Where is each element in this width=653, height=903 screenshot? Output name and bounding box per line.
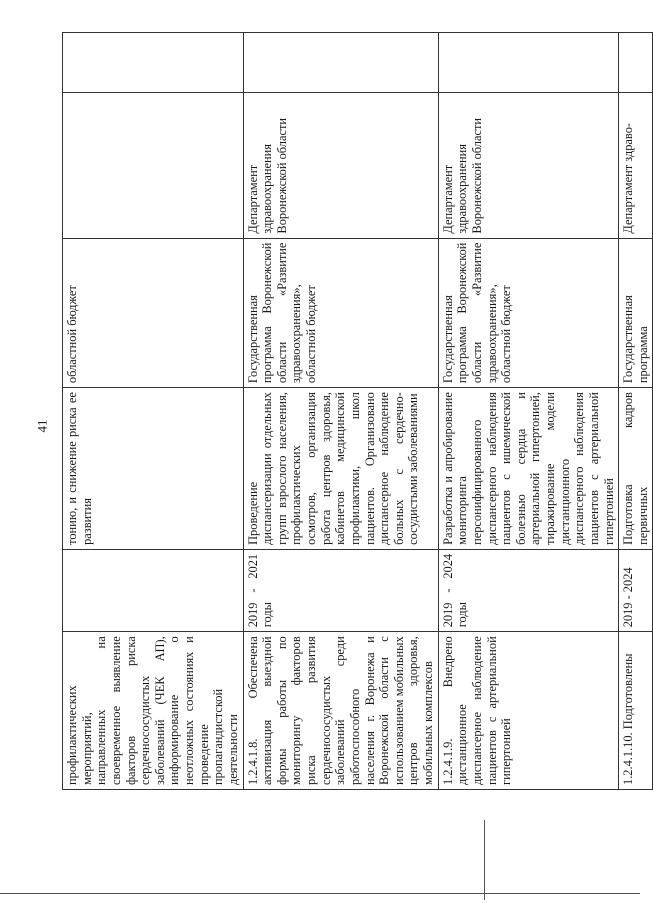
- measures-table: [62, 32, 653, 790]
- cell-empty: [243, 33, 438, 93]
- cell-source: областной бюджет: [63, 238, 244, 388]
- cell-measure: 1.2.4.1.10. Подготовлены: [619, 632, 653, 790]
- cell-executor: Департамент здравоохранения Воронежской области: [243, 93, 438, 238]
- cell-executor: Департамент здраво-: [619, 93, 653, 238]
- cell-description: Проведение диспансеризации отдельных групп взрослого населения, профилактических осмотров, организация работа центров здоровья, кабинетов медицинской профилактики, школ пациентов. Организовано диспансерное наблюдение больных с сердечно-сосудистыми заболеваниями: [243, 388, 438, 550]
- table-row: [619, 33, 653, 790]
- cell-empty: [63, 33, 244, 93]
- cell-period: 2019 - 2021 годы: [243, 549, 438, 631]
- table-row: [438, 33, 619, 790]
- cell-measure: 1.2.4.1.8. Обеспечена активизация выездной формы работы по мониторингу факторов риска развития сердечнососудистых заболеваний среди работоспособного населения г. Воронежа и Воронежской области с использованием мобильных центров здоровья, мобильных комплексов: [243, 632, 438, 790]
- cell-period: 2019 - 2024 годы: [438, 549, 619, 631]
- cell-source: Государственная программа Воронежской области «Развитие здравоохранения», областной бюджет: [438, 238, 619, 388]
- cell-description: Разработка и апробирование мониторинга персонифицированного диспансерного наблюдения пациентов с ишемической болезнью сердца и артериальной гипертонией, тиражирование модели дистанционного диспансерного наблюдения пациентов с артериальной гипертонией: [438, 388, 619, 550]
- cell-empty: [619, 33, 653, 93]
- cell-empty: [438, 33, 619, 93]
- cell-measure: профилактических мероприятий, направленных на своевременное выявление факторов риска сердечнососудистых заболеваний (ЧЕК АП), информирование о неотложных состояниях и проведение пропагандистской деятельности: [63, 632, 244, 790]
- cell-source: Государственная программа Воронежской области «Развитие здравоохранения», областной бюджет: [243, 238, 438, 388]
- rotated-table-wrapper: [62, 32, 650, 790]
- table-row: [63, 33, 244, 790]
- margin-rule-vertical: [484, 820, 485, 900]
- margin-rule-horizontal: [0, 893, 640, 894]
- cell-description: Подготовка кадров первичных: [619, 388, 653, 550]
- rotated-table-frame: [62, 32, 650, 790]
- cell-source: Государственная программа: [619, 238, 653, 388]
- cell-description: тонию, и снижение риска ее развития: [63, 388, 244, 550]
- cell-period: 2019 - 2024: [619, 549, 653, 631]
- cell-executor: Департамент здравоохранения Воронежской области: [438, 93, 619, 238]
- table-row: [243, 33, 438, 790]
- cell-measure: 1.2.4.1.9. Внедрено дистанционное диспансерное наблюдение пациентов с артериальной гипертонией: [438, 632, 619, 790]
- cell-executor: [63, 93, 244, 238]
- cell-period: [63, 549, 244, 631]
- page-number: 41: [34, 419, 50, 433]
